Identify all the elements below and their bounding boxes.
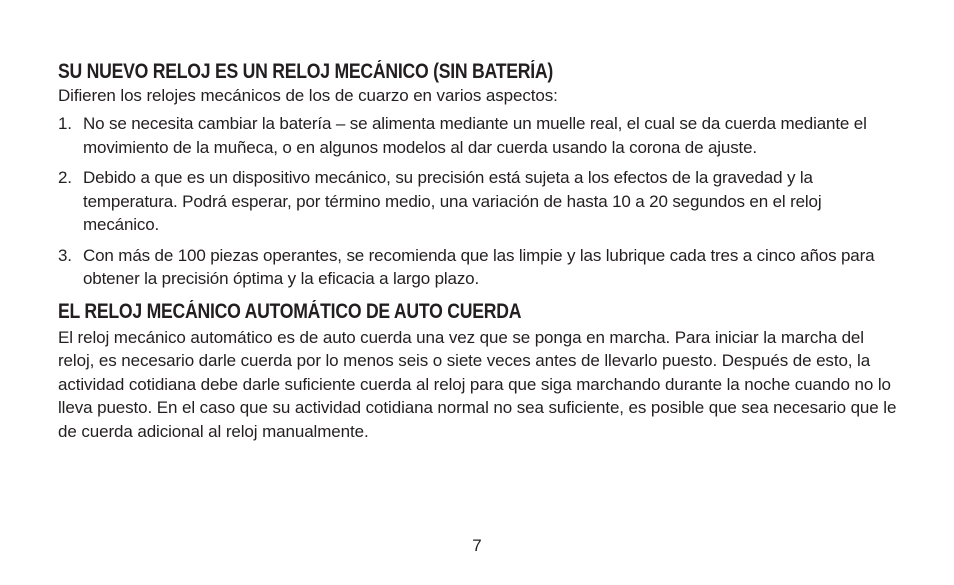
list-item	[58, 244, 898, 291]
list-item-text: Con más de 100 piezas operantes, se recomienda que las limpie y las lubrique cada tres a cinco años para obtener la precisión óptima y la eficacia a largo plazo.	[83, 245, 875, 288]
section1-title: SU NUEVO RELOJ ES UN RELOJ MECÁNICO (SIN BATERÍA)	[58, 60, 554, 83]
list-item-number: 1.	[58, 114, 72, 133]
numbered-list	[58, 112, 898, 291]
list-item-text: No se necesita cambiar la batería – se alimenta mediante un muelle real, el cual se da cuerda mediante el movimiento de la muñeca, o en algunos modelos al dar cuerda usando la corona de ajuste.	[83, 114, 867, 157]
list-item-number: 3.	[58, 245, 72, 265]
section2-body: El reloj mecánico automático es de auto cuerda una vez que se ponga en marcha. Para iniciar la marcha del reloj, es necesario darle cuerda por lo menos seis o siete veces antes de llevarlo puesto. Después de esto, la actividad cotidiana debe darle suficiente cuerda al reloj para que siga marchando durante la noche cuando no lo lleva puesto. En el caso que su actividad cotidiana normal no sea suficiente, es posible que sea necesario que le de cuerda adicional al reloj manualmente.	[58, 327, 897, 441]
section1-intro: Difieren los relojes mecánicos de los de cuarzo en varios aspectos:	[58, 86, 558, 105]
list-item	[58, 112, 898, 159]
document-page	[58, 58, 898, 443]
list-item	[58, 166, 898, 237]
list-item-text: Debido a que es un dispositivo mecánico, su precisión está sujeta a los efectos de la gravedad y la temperatura. Podrá esperar, por término medio, una variación de hasta 10 a 20 segundos en el reloj mecánico.	[83, 168, 822, 234]
page-number: 7	[472, 536, 482, 555]
section2-title: EL RELOJ MECÁNICO AUTOMÁTICO DE AUTO CUERDA	[58, 299, 522, 323]
list-item-number: 2.	[58, 168, 72, 187]
